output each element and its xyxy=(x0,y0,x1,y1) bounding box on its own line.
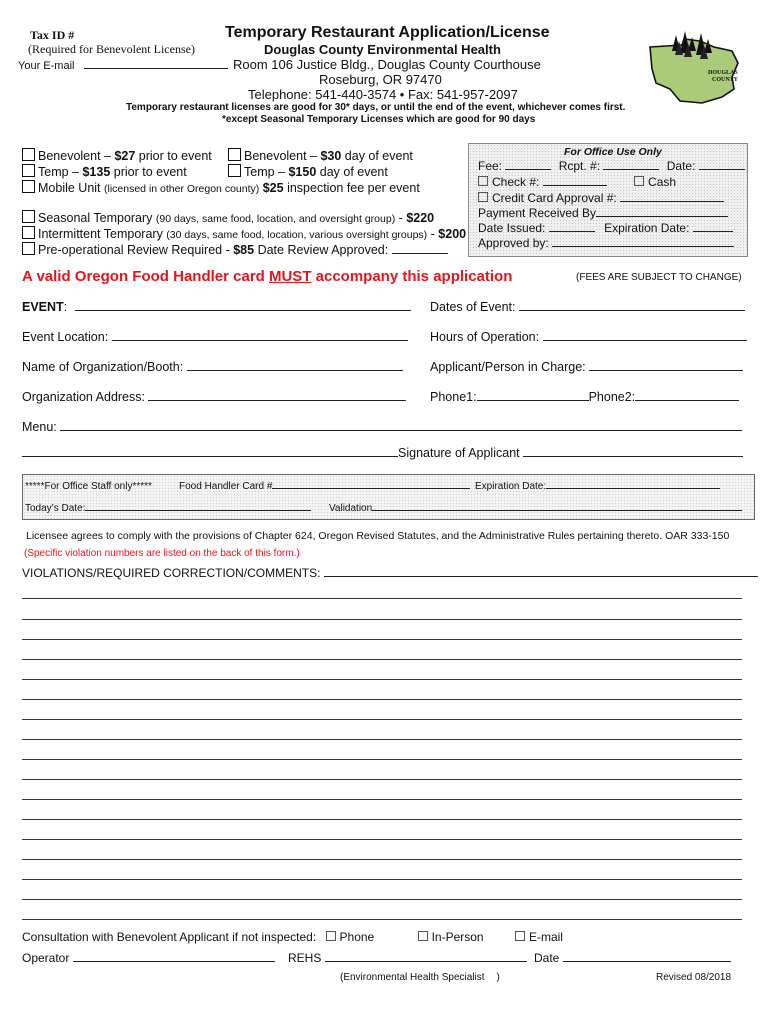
page-title: Temporary Restaurant Application/License xyxy=(225,24,550,41)
violations-row: VIOLATIONS/REQUIRED CORRECTION/COMMENTS: xyxy=(22,566,758,580)
option-benevolent-prior[interactable]: Benevolent – $27 prior to event xyxy=(22,148,212,163)
validation-row: Validation xyxy=(329,503,742,514)
event-row: EVENT: xyxy=(22,300,411,314)
operator-row: Operator xyxy=(22,951,275,965)
event-location-field[interactable] xyxy=(112,340,408,341)
comment-line[interactable] xyxy=(22,699,742,700)
comment-line[interactable] xyxy=(22,899,742,900)
checkbox[interactable] xyxy=(22,242,35,255)
option-preoperational[interactable]: Pre-operational Review Required - $85 Date Review Approved: xyxy=(22,242,448,257)
approved-by-field[interactable] xyxy=(552,246,734,247)
staff-expiration-field[interactable] xyxy=(546,488,720,489)
location-row: Event Location: xyxy=(22,330,408,344)
rehs-row: REHS xyxy=(288,951,527,965)
credit-card-checkbox[interactable] xyxy=(478,192,488,202)
payment-received-field[interactable] xyxy=(596,216,728,217)
checkbox[interactable] xyxy=(22,180,35,193)
email-field[interactable] xyxy=(84,68,228,69)
logo-text-1: DOUGLAS xyxy=(708,70,738,76)
option-mobile-unit[interactable]: Mobile Unit (licensed in other Oregon county) $25 inspection fee per event xyxy=(22,180,420,195)
office-use-title: For Office Use Only xyxy=(564,146,662,158)
office-issued-row: Date Issued: Expiration Date: xyxy=(478,221,733,235)
dates-field[interactable] xyxy=(519,310,745,311)
office-approved-row: Approved by: xyxy=(478,236,734,250)
staff-title: *****For Office Staff only***** xyxy=(25,481,152,492)
signature-field[interactable] xyxy=(22,456,398,457)
comment-line[interactable] xyxy=(22,879,742,880)
in-person-checkbox[interactable] xyxy=(418,931,428,941)
signature-row: Signature of Applicant xyxy=(22,446,743,460)
hours-row: Hours of Operation: xyxy=(430,330,747,344)
operator-field[interactable] xyxy=(73,961,275,962)
email-label: Your E-mail xyxy=(18,60,75,72)
agreement-text: Licensee agrees to comply with the provisions of Chapter 624, Oregon Revised Statutes, and the Administrative Rules pertaining thereto. OAR 333-150 xyxy=(26,530,730,542)
checkbox[interactable] xyxy=(22,210,35,223)
option-temp-prior[interactable]: Temp – $135 prior to event xyxy=(22,164,187,179)
office-room: Room 106 Justice Bldg., Douglas County Courthouse xyxy=(233,57,541,72)
comment-line[interactable] xyxy=(22,739,742,740)
comment-line[interactable] xyxy=(22,779,742,780)
comment-line[interactable] xyxy=(22,719,742,720)
food-handler-warning: A valid Oregon Food Handler card MUST accompany this application xyxy=(22,268,513,285)
footer-date-field[interactable] xyxy=(563,961,731,962)
license-note: Temporary restaurant licenses are good for 30* days, or until the end of the event, whichever comes first. xyxy=(126,102,626,113)
office-payment-row: Check #: Cash xyxy=(478,175,676,189)
comment-line[interactable] xyxy=(22,759,742,760)
menu-field[interactable] xyxy=(60,430,742,431)
violations-field[interactable] xyxy=(324,576,758,577)
fee-field[interactable] xyxy=(505,169,551,170)
validation-field[interactable] xyxy=(372,510,742,511)
logo-text-2: COUNTY xyxy=(712,77,739,83)
cc-approval-field[interactable] xyxy=(620,201,724,202)
org-name-field[interactable] xyxy=(187,370,403,371)
checkbox[interactable] xyxy=(22,164,35,177)
food-handler-field[interactable] xyxy=(272,488,470,489)
fees-change-note: (FEES ARE SUBJECT TO CHANGE) xyxy=(576,272,742,283)
comment-line[interactable] xyxy=(22,598,742,599)
comment-line[interactable] xyxy=(22,819,742,820)
applicant-row: Applicant/Person in Charge: xyxy=(430,360,743,374)
office-expiration-field[interactable] xyxy=(693,231,733,232)
staff-expiration-row: Expiration Date: xyxy=(475,481,720,492)
check-checkbox[interactable] xyxy=(478,176,488,186)
checkbox[interactable] xyxy=(22,148,35,161)
review-date-field[interactable] xyxy=(392,253,448,254)
office-cc-row: Credit Card Approval #: xyxy=(478,191,724,205)
menu-row: Menu: xyxy=(22,420,742,434)
office-use-box xyxy=(468,143,748,257)
org-name-row: Name of Organization/Booth: xyxy=(22,360,403,374)
department-name: Douglas County Environmental Health xyxy=(264,42,501,57)
checkbox[interactable] xyxy=(228,148,241,161)
signature-date-field[interactable] xyxy=(523,456,743,457)
org-address-row: Organization Address: xyxy=(22,390,406,404)
ehs-caption: (Environmental Health Specialist ) xyxy=(340,972,500,983)
option-benevolent-day[interactable]: Benevolent – $30 day of event xyxy=(228,148,413,163)
office-fee-row: Fee: Rcpt. #: Date: xyxy=(478,159,745,173)
phone-row: Phone1: Phone2: xyxy=(430,390,739,404)
comment-line[interactable] xyxy=(22,839,742,840)
checkbox[interactable] xyxy=(228,164,241,177)
applicant-field[interactable] xyxy=(589,370,743,371)
phone1-field[interactable] xyxy=(477,400,589,401)
seasonal-note: *except Seasonal Temporary Licenses which are good for 90 days xyxy=(222,114,536,125)
option-seasonal[interactable]: Seasonal Temporary (90 days, same food, location, and oversight group) - $220 xyxy=(22,210,434,225)
today-date-field[interactable] xyxy=(85,510,311,511)
comment-line[interactable] xyxy=(22,639,742,640)
office-staff-box xyxy=(22,474,755,520)
office-phone: Telephone: 541-440-3574 • Fax: 541-957-2097 xyxy=(248,87,518,102)
check-number-field[interactable] xyxy=(543,185,607,186)
date-issued-field[interactable] xyxy=(549,231,595,232)
dates-row: Dates of Event: xyxy=(430,300,745,314)
receipt-field[interactable] xyxy=(603,169,659,170)
tax-id-note: (Required for Benevolent License) xyxy=(28,42,195,56)
checkbox[interactable] xyxy=(22,226,35,239)
food-handler-row: Food Handler Card # xyxy=(179,481,470,492)
comment-line[interactable] xyxy=(22,919,742,920)
option-temp-day[interactable]: Temp – $150 day of event xyxy=(228,164,388,179)
consultation-row: Consultation with Benevolent Applicant if not inspected: Phone In-Person E-mail xyxy=(22,930,563,944)
footer-date-row: Date xyxy=(534,951,731,965)
comment-line[interactable] xyxy=(22,619,742,620)
county-logo xyxy=(642,25,750,111)
revised-date: Revised 08/2018 xyxy=(656,972,732,983)
tax-id-label: Tax ID # xyxy=(30,28,75,42)
phone2-field[interactable] xyxy=(635,400,739,401)
option-intermittent[interactable]: Intermittent Temporary (30 days, same food, location, various oversight groups) - $200 xyxy=(22,226,466,241)
office-city: Roseburg, OR 97470 xyxy=(319,72,442,87)
office-date-field[interactable] xyxy=(699,169,745,170)
comment-line[interactable] xyxy=(22,799,742,800)
today-date-row: Today’s Date: xyxy=(25,503,311,514)
email-checkbox[interactable] xyxy=(515,931,525,941)
cash-checkbox[interactable] xyxy=(634,176,644,186)
rehs-field[interactable] xyxy=(325,961,527,962)
specific-violations-note: (Specific violation numbers are listed on the back of this form.) xyxy=(24,548,300,559)
comment-line[interactable] xyxy=(22,859,742,860)
event-field[interactable] xyxy=(75,310,411,311)
county-map-icon xyxy=(642,25,750,111)
office-payment-by-row: Payment Received By xyxy=(478,206,728,220)
phone-checkbox[interactable] xyxy=(326,931,336,941)
comment-line[interactable] xyxy=(22,679,742,680)
hours-field[interactable] xyxy=(543,340,747,341)
comment-line[interactable] xyxy=(22,659,742,660)
org-address-field[interactable] xyxy=(148,400,406,401)
email-row xyxy=(18,60,228,72)
